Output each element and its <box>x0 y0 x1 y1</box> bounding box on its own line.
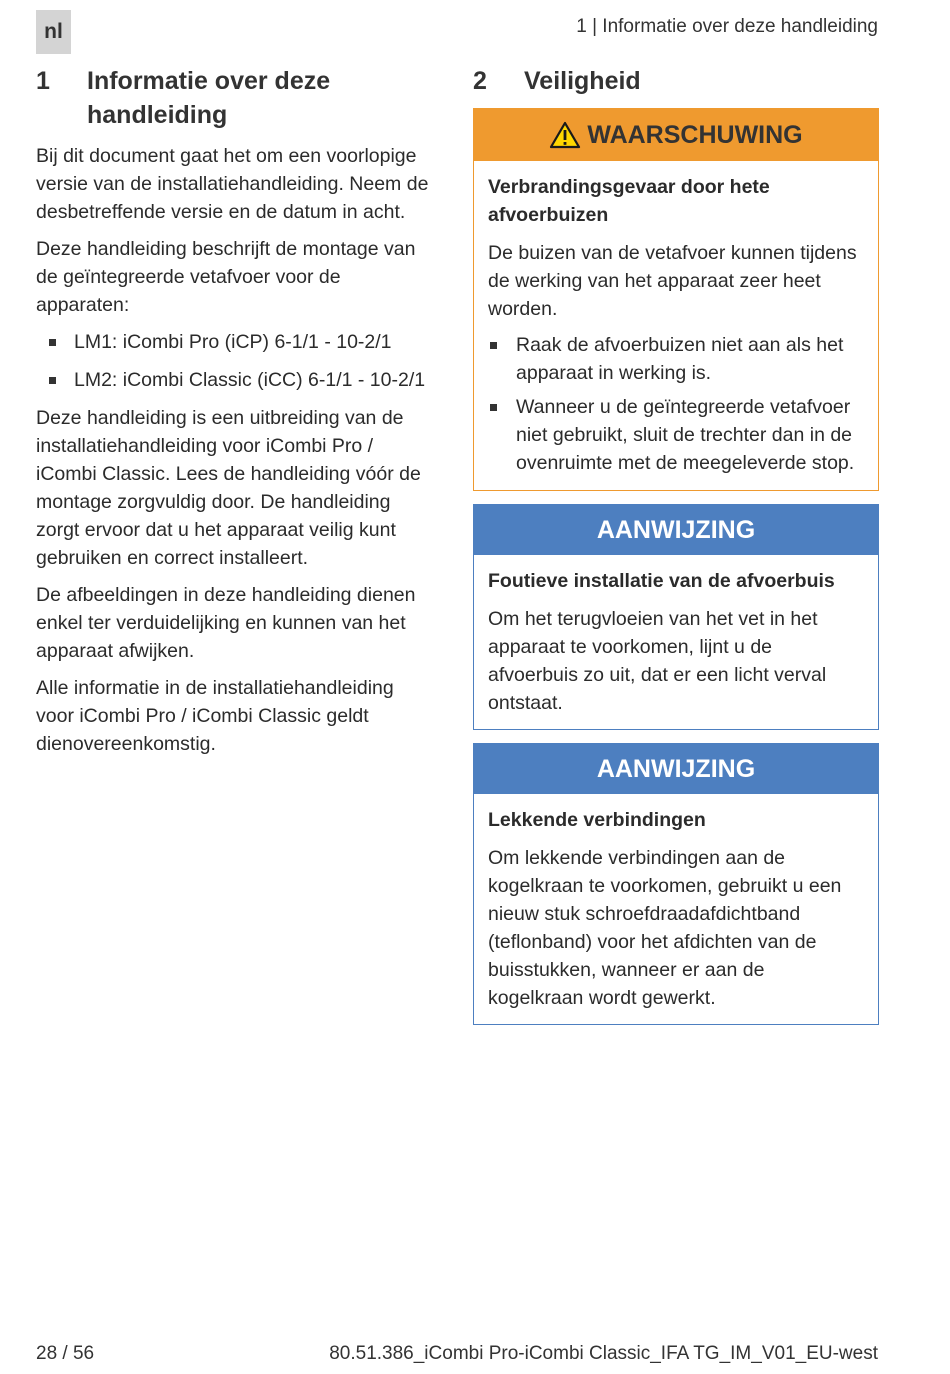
note-title: Lekkende verbindingen <box>488 809 706 831</box>
note-text: Om het terugvloeien van het vet in het apparaat te voorkomen, lijnt u de afvoerbuis zo uit, dat er een licht verval ontstaat. <box>488 608 827 714</box>
bullet-square-icon <box>49 339 56 346</box>
section-1-heading <box>36 64 436 132</box>
list-item <box>36 328 436 356</box>
section-safety <box>473 64 879 1038</box>
list-item-text: LM1: iCombi Pro (iCP) 6-1/1 - 10-2/1 <box>74 331 392 353</box>
paragraph: Bij dit document gaat het om een voorlopige versie van de installatiehandleiding. Neem de desbetreffende versie en de datum in acht. <box>36 145 429 223</box>
note-title: Foutieve installatie van de afvoerbuis <box>488 570 835 592</box>
warning-box <box>473 108 879 491</box>
note-text: Om lekkende verbindingen aan de kogelkraan te voorkomen, gebruikt u een nieuw stuk schroefdraadafdichtband (teflonband) voor het afdichten van de buisstukken, wanneer er aan de kogelkraan wordt gewerkt. <box>488 847 842 1009</box>
note-label: AANWIJZING <box>596 515 756 544</box>
paragraph: Deze handleiding is een uitbreiding van de installatiehandleiding voor iCombi Pro / iCombi Classic. Lees de handleiding vóór de montage zorgvuldig door. De handleiding zorgt ervoor dat u het apparaat veilig kunt gebruiken en correct installeert. <box>36 407 421 569</box>
section-1-title: Informatie over deze handleiding <box>87 67 331 129</box>
section-2-heading <box>473 64 879 98</box>
warning-list <box>488 331 864 477</box>
bullet-square-icon <box>490 342 497 349</box>
running-header: 1 | Informatie over deze handleiding <box>576 16 878 37</box>
list-item <box>488 331 864 387</box>
document-id: 80.51.386_iCombi Pro-iCombi Classic_IFA TG_IM_V01_EU-west <box>329 1343 878 1364</box>
warning-body <box>474 161 878 490</box>
language-tab: nl <box>36 10 71 54</box>
device-list <box>36 328 436 394</box>
note-body <box>474 555 878 729</box>
note-header <box>474 505 878 555</box>
warning-label: WAARSCHUWING <box>587 120 803 149</box>
warning-text: De buizen van de vetafvoer kunnen tijdens de werking van het apparaat zeer heet worden. <box>488 242 857 320</box>
section-2-number: 2 <box>473 67 487 95</box>
bullet-square-icon <box>490 404 497 411</box>
warning-triangle-icon <box>549 121 581 149</box>
warning-header <box>474 109 878 161</box>
section-1-number: 1 <box>36 67 50 95</box>
note-label: AANWIJZING <box>596 754 756 783</box>
note-body <box>474 794 878 1024</box>
bullet-square-icon <box>49 377 56 384</box>
paragraph: Deze handleiding beschrijft de montage van de geïntegreerde vetafvoer voor de apparaten: <box>36 238 416 316</box>
list-item-text: Raak de afvoerbuizen niet aan als het apparaat in werking is. <box>516 334 844 384</box>
note-header <box>474 744 878 794</box>
list-item <box>488 393 864 477</box>
paragraph: Alle informatie in de installatiehandleiding voor iCombi Pro / iCombi Classic geldt dienovereenkomstig. <box>36 677 394 755</box>
warning-title: Verbrandingsgevaar door hete afvoerbuizen <box>488 176 770 226</box>
note-box <box>473 504 879 730</box>
list-item-text: LM2: iCombi Classic (iCC) 6-1/1 - 10-2/1 <box>74 369 426 391</box>
page-number: 28 / 56 <box>36 1343 95 1364</box>
list-item <box>36 366 436 394</box>
section-2-title: Veiligheid <box>524 67 641 95</box>
note-box <box>473 743 879 1025</box>
section-information <box>36 64 436 767</box>
paragraph: De afbeeldingen in deze handleiding dienen enkel ter verduidelijking en kunnen van het apparaat afwijken. <box>36 584 416 662</box>
list-item-text: Wanneer u de geïntegreerde vetafvoer niet gebruikt, sluit de trechter dan in de ovenruimte met de meegeleverde stop. <box>516 396 855 474</box>
